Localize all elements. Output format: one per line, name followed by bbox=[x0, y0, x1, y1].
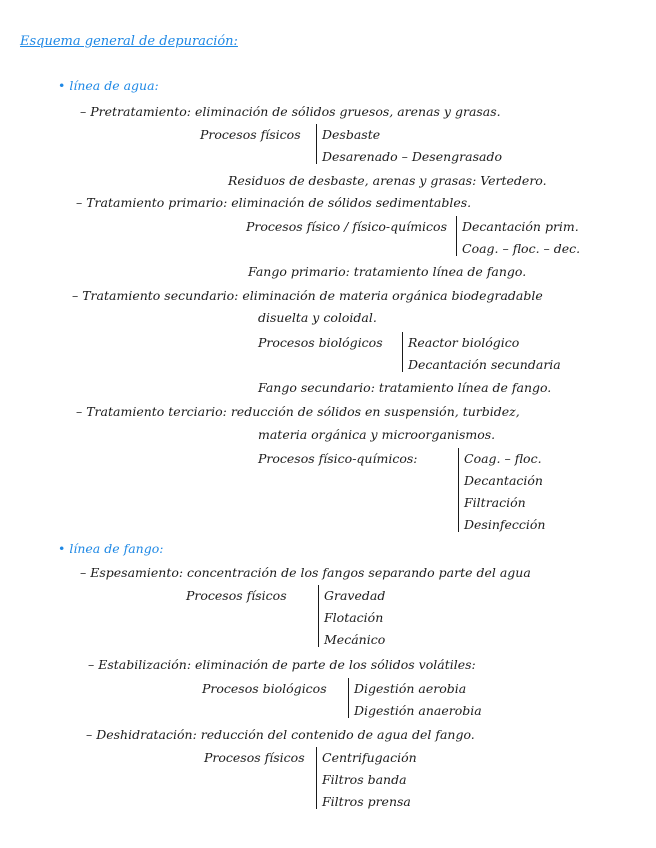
estabilizacion-procesos: Procesos biológicos bbox=[202, 681, 327, 696]
deshidratacion-item-3: Filtros prensa bbox=[322, 794, 411, 809]
pretratamiento-residuos: Residuos de desbaste, arenas y grasas: Vertedero. bbox=[228, 173, 547, 188]
terciario-item-3: Filtración bbox=[464, 495, 526, 510]
terciario-label-2: materia orgánica y microorganismos. bbox=[258, 427, 496, 442]
espesamiento-item-1: Gravedad bbox=[324, 588, 386, 603]
heading-linea-agua: • línea de agua: bbox=[58, 78, 159, 93]
secundario-fango: Fango secundario: tratamiento línea de fango. bbox=[258, 380, 552, 395]
deshidratacion-label: – Deshidratación: reducción del contenido de agua del fango. bbox=[86, 727, 475, 742]
pretratamiento-item-1: Desbaste bbox=[322, 127, 381, 142]
primario-item-2: Coag. – floc. – dec. bbox=[462, 241, 581, 256]
primario-label: – Tratamiento primario: eliminación de sólidos sedimentables. bbox=[76, 195, 472, 210]
deshidratacion-procesos: Procesos físicos bbox=[204, 750, 305, 765]
secundario-procesos: Procesos biológicos bbox=[258, 335, 383, 350]
primario-procesos: Procesos físico / físico-químicos bbox=[246, 219, 447, 234]
bracket-deshidratacion bbox=[316, 747, 317, 809]
bracket-primario bbox=[456, 216, 457, 256]
estabilizacion-label: – Estabilización: eliminación de parte de los sólidos volátiles: bbox=[88, 657, 476, 672]
primario-item-1: Decantación prim. bbox=[462, 219, 579, 234]
bracket-secundario bbox=[402, 332, 403, 372]
terciario-label: – Tratamiento terciario: reducción de sólidos en suspensión, turbidez, bbox=[76, 404, 520, 419]
estabilizacion-item-2: Digestión anaerobia bbox=[354, 703, 482, 718]
deshidratacion-item-2: Filtros banda bbox=[322, 772, 407, 787]
estabilizacion-item-1: Digestión aerobia bbox=[354, 681, 467, 696]
primario-fango: Fango primario: tratamiento línea de fango. bbox=[248, 264, 527, 279]
terciario-item-2: Decantación bbox=[464, 473, 543, 488]
bracket-terciario bbox=[458, 448, 459, 532]
espesamiento-item-3: Mecánico bbox=[324, 632, 386, 647]
bracket-pretratamiento bbox=[316, 124, 317, 164]
terciario-procesos: Procesos físico-químicos: bbox=[258, 451, 418, 466]
bracket-espesamiento bbox=[318, 585, 319, 647]
secundario-item-2: Decantación secundaria bbox=[408, 357, 561, 372]
espesamiento-procesos: Procesos físicos bbox=[186, 588, 287, 603]
secundario-label: – Tratamiento secundario: eliminación de materia orgánica biodegradable bbox=[72, 288, 543, 303]
heading-linea-fango: • línea de fango: bbox=[58, 541, 164, 556]
espesamiento-label: – Espesamiento: concentración de los fangos separando parte del agua bbox=[80, 565, 531, 580]
pretratamiento-procesos: Procesos físicos bbox=[200, 127, 301, 142]
secundario-item-1: Reactor biológico bbox=[408, 335, 520, 350]
bracket-estabilizacion bbox=[348, 678, 349, 718]
secundario-label-2: disuelta y coloidal. bbox=[258, 310, 377, 325]
pretratamiento-item-2: Desarenado – Desengrasado bbox=[322, 149, 502, 164]
page-title: Esquema general de depuración: bbox=[20, 34, 238, 49]
pretratamiento-label: – Pretratamiento: eliminación de sólidos gruesos, arenas y grasas. bbox=[80, 104, 501, 119]
espesamiento-item-2: Flotación bbox=[324, 610, 384, 625]
deshidratacion-item-1: Centrifugación bbox=[322, 750, 417, 765]
terciario-item-4: Desinfección bbox=[464, 517, 546, 532]
terciario-item-1: Coag. – floc. bbox=[464, 451, 542, 466]
